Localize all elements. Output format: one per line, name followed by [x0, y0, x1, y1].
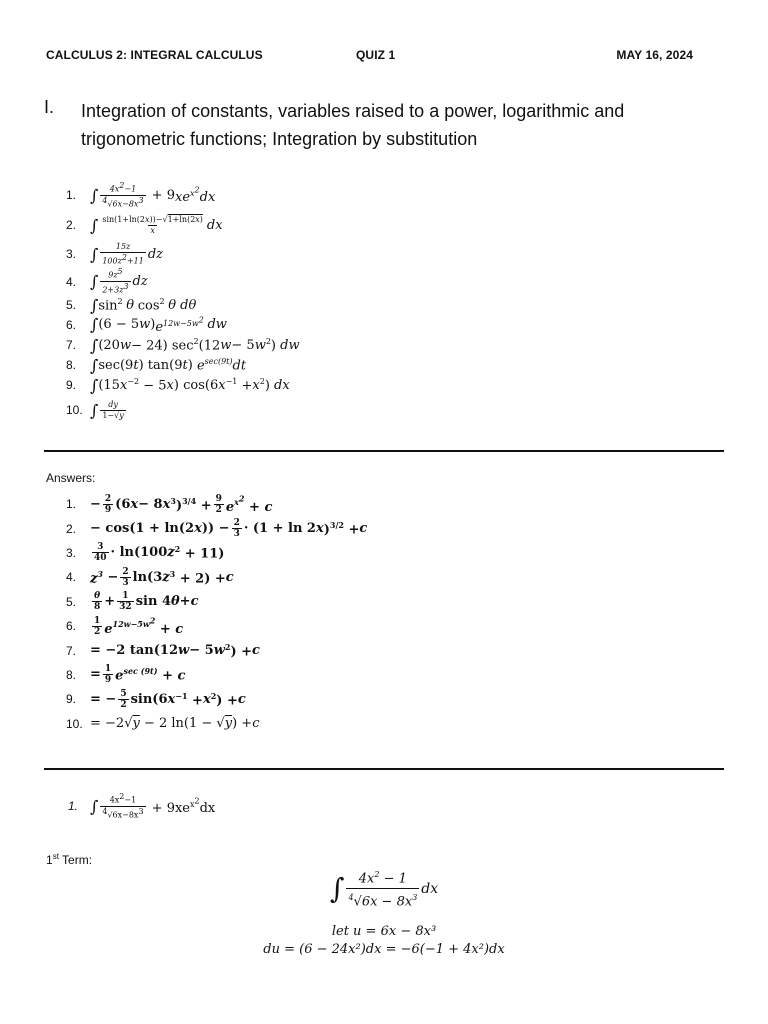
substitution-let: let u = 6x − 8x³ — [331, 924, 437, 939]
question-expression: ∫ (20 w − 24) $\sec^2(12$ w − 5 w $^2$) dw — [90, 335, 300, 355]
question-number: 8. — [66, 358, 77, 372]
question-8 — [66, 355, 686, 375]
answer-number: 8. — [66, 667, 77, 682]
question-number: 3. — [66, 247, 77, 261]
answer-number: 3. — [66, 545, 77, 560]
question-number: 7. — [66, 338, 77, 352]
answer-8: 8. = $\frac{1}{9}$ $e^{sec (9t)} + c$ — [66, 664, 186, 686]
question-number: 9. — [66, 378, 77, 392]
term-integral: ∫ $4x^2 - 1$ $^4√6x - 8x^3$ dx — [329, 870, 439, 910]
question-expression: ∫ (15 x $^{-2}$ − 5 x ) cos(6 x $^{-1}$ + x $^2$) dx — [90, 375, 290, 395]
question-expression: ∫ $\sin^2$ θ $\cos^2$ θ dθ — [90, 295, 197, 315]
question-number: 5. — [66, 298, 77, 312]
answer-number: 5. — [66, 594, 77, 609]
question-list — [66, 180, 686, 425]
question-expression: ∫ sec(9 t ) tan(9 t ) $e^{sec(9t)}dt$ — [90, 355, 247, 375]
section-number: I. — [44, 97, 55, 117]
answer-number: 4. — [66, 570, 77, 585]
answers-label: Answers: — [46, 471, 96, 485]
section-title: Integration of constants, variables raised to a power, logarithmic and trigonometric functions; Integration by substitution — [81, 101, 625, 149]
answer-9: 9. = − $\frac{5}{2}$ sin(6 x $^{-1}$ + x $^2$) + c — [66, 688, 246, 710]
answer-6: 6. 1 2 $e^{12w-5w^2} + c$ — [66, 615, 184, 637]
answer-list — [66, 492, 686, 736]
question-expression: ∫ 15z $100z^2+11$ dz — [90, 241, 163, 266]
answer-10: 10. = −2√y − 2 ln(1 − √y) + c — [66, 716, 260, 732]
answer-number: 6. — [66, 619, 77, 634]
answer-3: 3. 3 40 · ln(100 z $^2$ + 11) — [66, 542, 225, 564]
section-divider — [44, 450, 724, 452]
question-number: 1. — [66, 188, 77, 202]
question-number: 2. — [66, 218, 77, 232]
question-4 — [66, 268, 686, 295]
question-expression: ∫ dy 1−√y — [90, 399, 124, 420]
substitution-du: du = (6 − 24x²)dx = −6(−1 + 4x²)dx — [263, 942, 505, 957]
answer-number: 7. — [66, 643, 77, 658]
answer-2: 2. − cos(1 + ln(2 x )) − $\frac{2}{3}$ · (1 + ln 2 x )$^{3/2}$ + c — [66, 518, 368, 540]
question-9 — [66, 375, 686, 395]
answer-number: 10. — [66, 716, 83, 731]
course-title: CALCULUS 2: INTEGRAL CALCULUS — [46, 48, 263, 62]
worked-example-expression: 1. ∫ $4x^2-1$ $^4√6x-8x^3$ + $9xe^{x^2}dx$ — [68, 792, 216, 820]
answer-number: 9. — [66, 692, 77, 707]
answer-number: 2. — [66, 521, 77, 536]
question-6 — [66, 315, 686, 335]
section-divider — [44, 768, 724, 770]
worked-example-number: 1. — [68, 799, 79, 814]
first-term-label: 1st Term: — [46, 852, 93, 867]
question-3 — [66, 240, 686, 268]
answer-number: 1. — [66, 497, 77, 512]
quiz-date: MAY 16, 2024 — [616, 48, 693, 62]
question-10 — [66, 395, 686, 425]
question-1 — [66, 180, 686, 210]
question-expression: ∫ $9z^5$ $2+3z^3$ dz — [90, 267, 148, 295]
answer-7: 7. = −2 tan(12 w − 5 w $^2$) + c — [66, 641, 260, 660]
question-expression: ∫ (6 − 5 w ) $e^{12w-5w^2}$ dw — [90, 315, 227, 335]
answer-5: 5. θ 8 + $\frac{1}{32}$ sin 4 θ + c — [66, 591, 199, 613]
question-number: 4. — [66, 274, 77, 289]
question-number: 6. — [66, 318, 77, 332]
question-5 — [66, 295, 686, 315]
question-expression: ∫ sin(1+ln(2x))−√1+ln(2x) x dx — [90, 214, 223, 235]
quiz-label: QUIZ 1 — [356, 48, 396, 62]
answer-4: 4. $z^3$ − $\frac{2}{3}$ ln(3 z $^3$ + 2) + c — [66, 566, 234, 588]
answer-1: 1. − $\frac{2}{9}$ (6 x − 8 x $^3$)$^{3/4}$ + $\frac{9}{2}$ $e^{x^2} + c$ — [66, 493, 273, 515]
question-number: 10. — [66, 403, 83, 417]
question-2 — [66, 210, 686, 240]
question-expression: ∫ $4x^2-1$ $^4√6x-8x^3$ + 9 $xe^{x^2}dx$ — [90, 180, 216, 209]
question-7 — [66, 335, 686, 355]
